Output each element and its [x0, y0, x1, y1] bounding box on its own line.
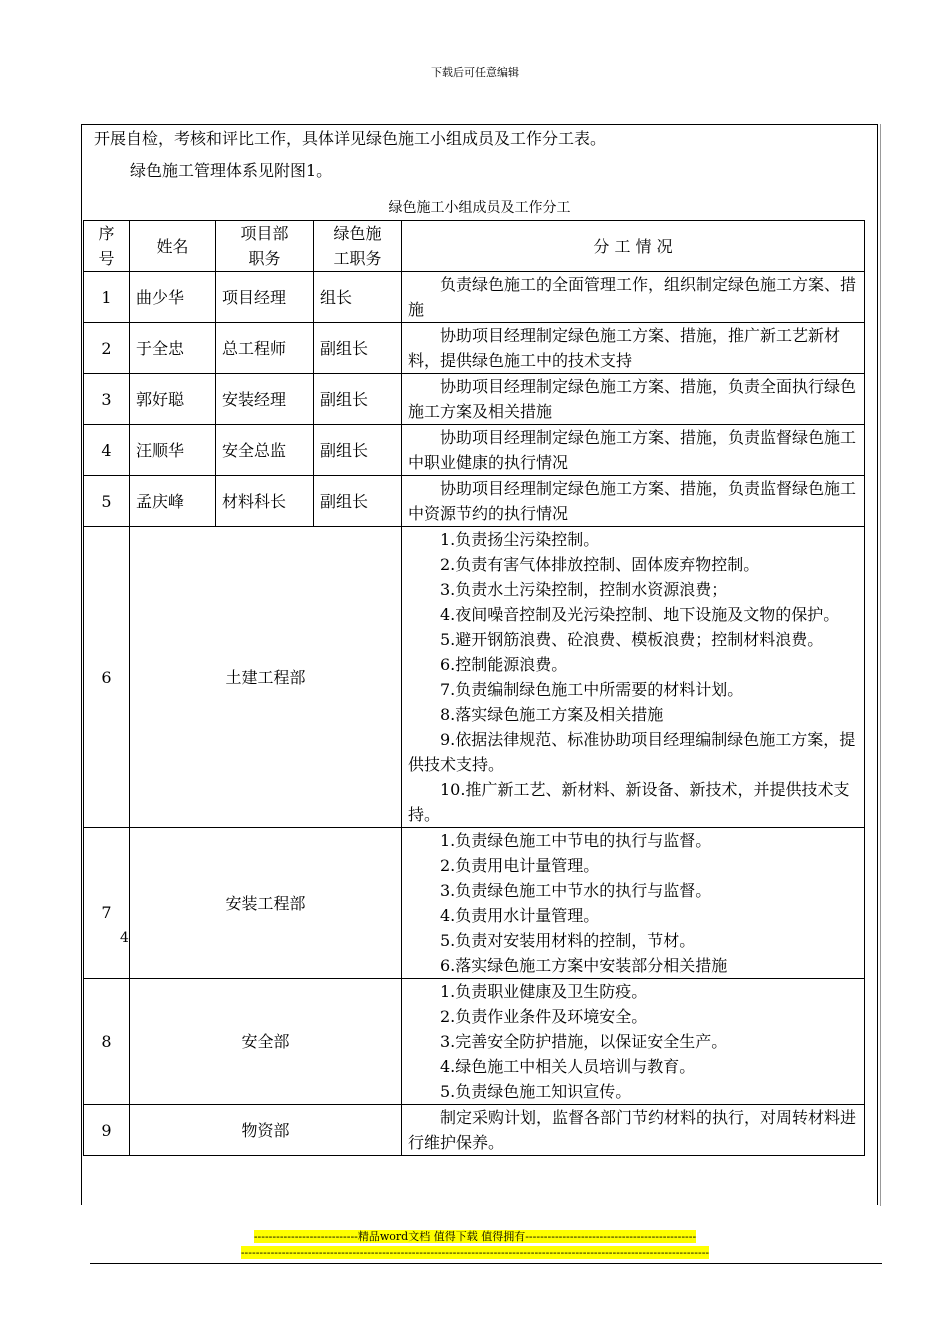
- row-duty: [402, 828, 865, 979]
- row-seq: 2: [84, 323, 130, 374]
- header-name: 姓名: [130, 221, 216, 272]
- table-row-dept: [84, 828, 865, 979]
- duty-item: 4.夜间噪音控制及光污染控制、地下设施及文物的保护。: [440, 605, 840, 624]
- row-dept-role: 安全总监: [216, 425, 314, 476]
- duty-item: 2.负责用电计量管理。: [440, 856, 600, 875]
- duty-item: 1.负责绿色施工中节电的执行与监督。: [440, 831, 712, 850]
- row-dept-role: 总工程师: [216, 323, 314, 374]
- duty-item: 4.负责用水计量管理。: [440, 906, 600, 925]
- row-duty: [402, 374, 865, 425]
- footer-banner-2-text: ------------------------------------------------------------------------------------------------------------------------------: [240, 1246, 710, 1259]
- row-seq: 4: [84, 425, 130, 476]
- row-seq: 6: [84, 527, 130, 828]
- duty-text: 协助项目经理制定绿色施工方案、措施，负责全面执行绿色施工方案及相关措施: [408, 377, 857, 421]
- footer-banner-1-text: ----------------------------精品word文档 值得下载 值得拥有----------------------------------------------: [253, 1230, 697, 1243]
- duty-item: 5.负责绿色施工知识宣传。: [440, 1082, 632, 1101]
- duty-item: 6.控制能源浪费。: [440, 655, 568, 674]
- duty-text: 负责绿色施工的全面管理工作，组织制定绿色施工方案、措施: [408, 275, 857, 319]
- row-duty: [402, 272, 865, 323]
- row-duty: [402, 323, 865, 374]
- table-row-dept: [84, 1105, 865, 1156]
- footer-banner-1: [0, 1230, 950, 1244]
- table-row: [84, 425, 865, 476]
- row-duty: [402, 1105, 865, 1156]
- table-row: [84, 272, 865, 323]
- duty-item: 9.依据法律规范、标准协助项目经理编制绿色施工方案，提供技术支持。: [408, 730, 856, 774]
- header-green-role-line1: 绿色施: [333, 224, 382, 243]
- row-green-role: 副组长: [314, 323, 402, 374]
- table-row: [84, 476, 865, 527]
- footer-banner-2: [0, 1246, 950, 1260]
- row-seq: 8: [84, 979, 130, 1105]
- duty-item: 6.落实绿色施工方案中安装部分相关措施: [440, 956, 728, 975]
- duty-text: 协助项目经理制定绿色施工方案、措施，推广新工艺新材料，提供绿色施工中的技术支持: [408, 326, 841, 370]
- duty-item: 8.落实绿色施工方案及相关措施: [440, 705, 664, 724]
- row-dept: 安全部: [130, 979, 402, 1105]
- row-name: 曲少华: [130, 272, 216, 323]
- row-seq: 3: [84, 374, 130, 425]
- row-green-role: 副组长: [314, 374, 402, 425]
- duty-item: 3.负责绿色施工中节水的执行与监督。: [440, 881, 712, 900]
- row-dept: 安装工程部: [130, 828, 402, 979]
- row-dept-role: 项目经理: [216, 272, 314, 323]
- row-green-role: 组长: [314, 272, 402, 323]
- row-duty: [402, 527, 865, 828]
- row-name: 孟庆峰: [130, 476, 216, 527]
- header-seq: [84, 221, 130, 272]
- header-seq-line2: 号: [98, 249, 115, 268]
- row-green-role: 副组长: [314, 476, 402, 527]
- duty-text: 协助项目经理制定绿色施工方案、措施，负责监督绿色施工中资源节约的执行情况: [408, 479, 857, 523]
- duty-item: 10.推广新工艺、新材料、新设备、新技术，并提供技术支持。: [408, 780, 850, 824]
- duty-item: 2.负责作业条件及环境安全。: [440, 1007, 648, 1026]
- duty-item: 2.负责有害气体排放控制、固体废弃物控制。: [440, 555, 760, 574]
- page-frame-edge: [880, 124, 881, 1206]
- work-division-table: [83, 220, 865, 1156]
- header-duties: 分 工 情 况: [402, 221, 865, 272]
- duty-item: 7.负责编制绿色施工中所需要的材料计划。: [440, 680, 744, 699]
- duty-text: 协助项目经理制定绿色施工方案、措施，负责监督绿色施工中职业健康的执行情况: [408, 428, 857, 472]
- intro-line-2: 绿色施工管理体系见附图1。: [130, 161, 333, 180]
- header-dept-role-line1: 项目部: [240, 224, 289, 243]
- duty-item: 3.负责水土污染控制，控制水资源浪费；: [440, 580, 728, 599]
- header-dept-role: [216, 221, 314, 272]
- bottom-rule: [90, 1263, 882, 1264]
- header-seq-line1: 序: [98, 224, 115, 243]
- duty-item: 4.绿色施工中相关人员培训与教育。: [440, 1057, 696, 1076]
- header-green-role: [314, 221, 402, 272]
- row-seq: 9: [84, 1105, 130, 1156]
- duty-item: 5.负责对安装用材料的控制，节材。: [440, 931, 696, 950]
- stray-mark: 4: [120, 930, 129, 946]
- header-dept-role-line2: 职务: [248, 249, 281, 268]
- row-dept: 土建工程部: [130, 527, 402, 828]
- row-name: 于全忠: [130, 323, 216, 374]
- row-name: 汪顺华: [130, 425, 216, 476]
- row-duty: [402, 476, 865, 527]
- table-row-dept: [84, 527, 865, 828]
- row-dept: 物资部: [130, 1105, 402, 1156]
- row-dept-role: 安装经理: [216, 374, 314, 425]
- row-seq: 5: [84, 476, 130, 527]
- table-row: [84, 374, 865, 425]
- row-duty: [402, 425, 865, 476]
- table-row: [84, 323, 865, 374]
- table-row-dept: [84, 979, 865, 1105]
- row-duty: [402, 979, 865, 1105]
- duty-item: 5.避开钢筋浪费、砼浪费、模板浪费；控制材料浪费。: [440, 630, 824, 649]
- row-seq: 1: [84, 272, 130, 323]
- intro-line-1: 开展自检，考核和评比工作，具体详见绿色施工小组成员及工作分工表。: [94, 129, 607, 148]
- header-note: 下载后可任意编辑: [431, 66, 519, 79]
- duty-item: 1.负责职业健康及卫生防疫。: [440, 982, 648, 1001]
- row-dept-role: 材料科长: [216, 476, 314, 527]
- duty-item: 制定采购计划，监督各部门节约材料的执行，对周转材料进行维护保养。: [408, 1108, 857, 1152]
- duty-item: 1.负责扬尘污染控制。: [440, 530, 600, 549]
- header-green-role-line2: 工职务: [333, 249, 382, 268]
- row-green-role: 副组长: [314, 425, 402, 476]
- row-name: 郭好聪: [130, 374, 216, 425]
- table-caption: 绿色施工小组成员及工作分工: [388, 200, 571, 216]
- row-seq: 7: [84, 828, 130, 979]
- table-header-row: [84, 221, 865, 272]
- duty-item: 3.完善安全防护措施，以保证安全生产。: [440, 1032, 728, 1051]
